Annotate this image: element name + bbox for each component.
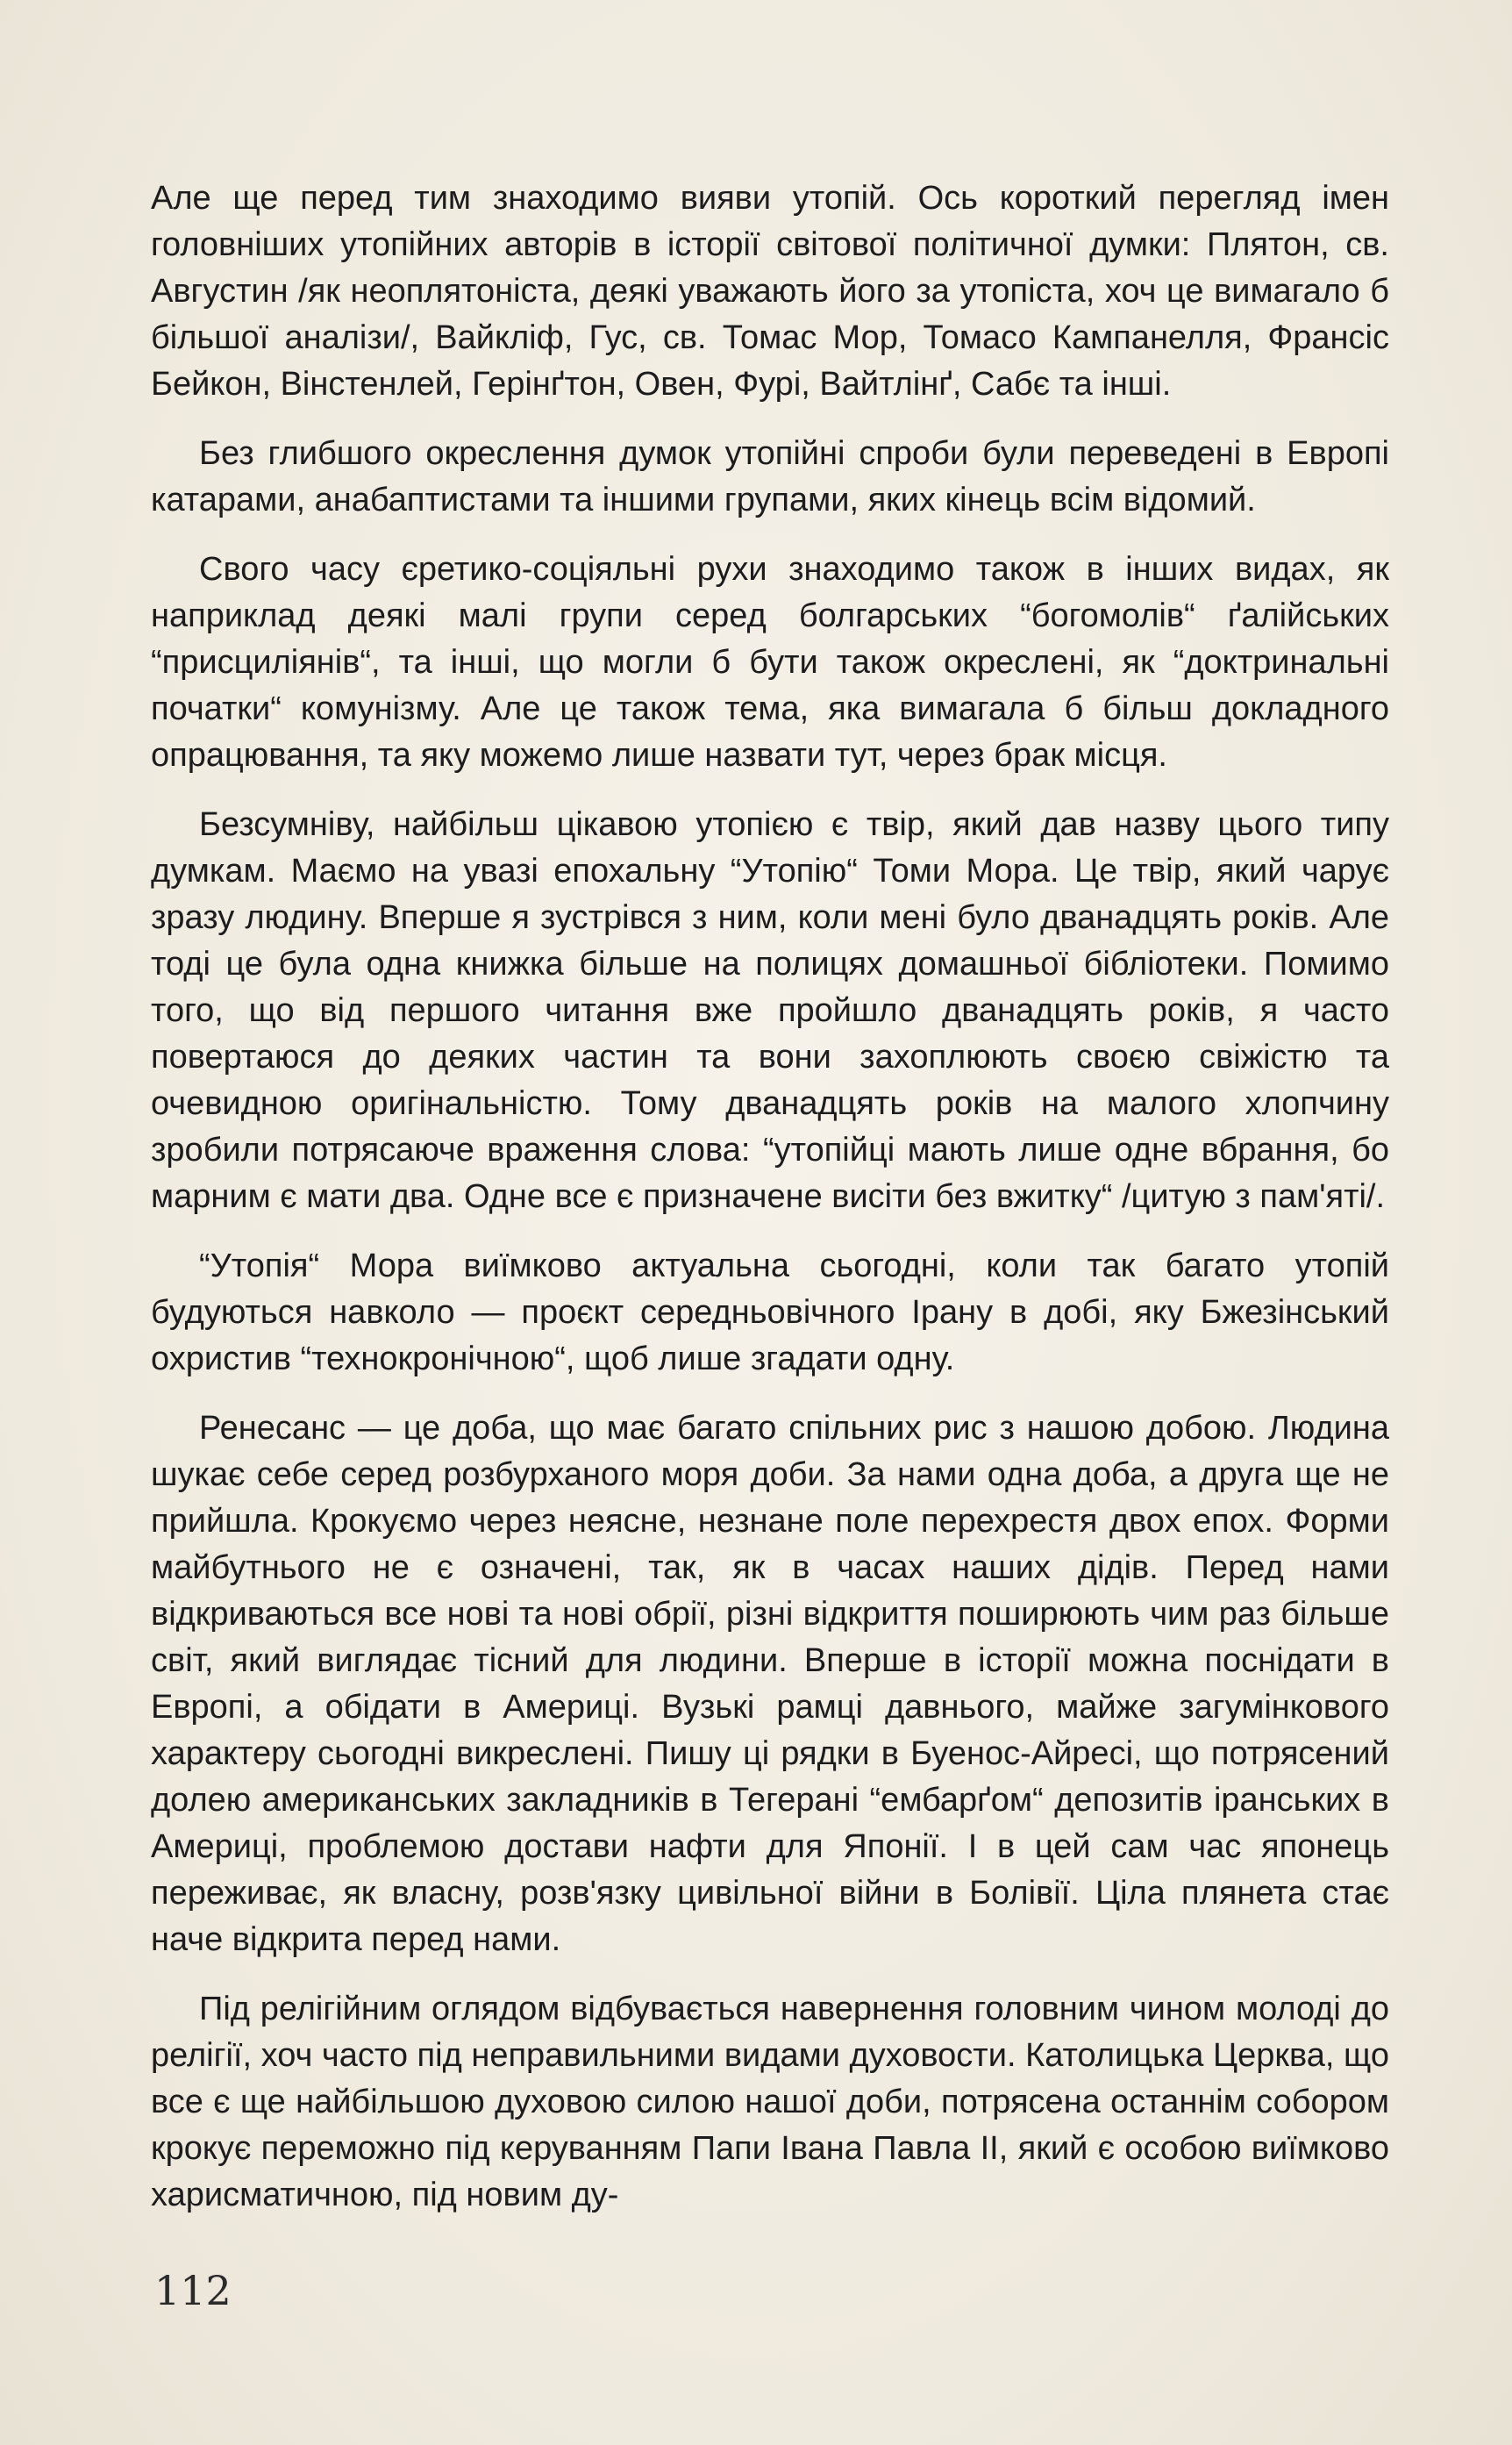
paragraph-renaissance: Ренесанс — це доба, що має багато спільних рис з нашою добою. Людина шукає себе серед розбурханого моря доби. За нами одна доба, а друга ще не прийшла. Крокуємо через неясне, незнане поле перехрестя двох епох. Форми майбутнього не є означені, так, як в часах наших дідів. Перед нами відкриваються все нові та нові обрії, різні відкриття поширюють чим раз більше світ, який виглядає тісний для людини. Вперше в історії можна поснідати в Европі, а обідати в Америці. Вузькі рамці давнього, майже загумінкового характеру сьогодні викреслені. Пишу ці рядки в Буенос-Айресі, що потрясений долею американських закладників в Тегерані “ембарґом“ депозитів іранських в Америці, проблемою достави нафти для Японії. І в цей сам час японець переживає, як власну, розв'язку цивільної війни в Болівії. Ціла плянета стає наче відкрита перед нами. [151,1410,1389,1958]
paragraph-european-attempts: Без глибшого окреслення думок утопійні спроби були переведені в Европі катарами, анабаптистами та іншими групами, яких кінець всім відомий. [151,435,1389,518]
paragraph-religious-view: Під релігійним оглядом відбувається навернення головним чином молоді до релігії, хоч часто під неправильними видами духовости. Католицька Церква, що все є ще найбільшою духовою силою нашої доби, потрясена останнім собором крокує переможно під керуванням Папи Івана Павла II, який є особою виїмково харисматичною, під новим ду- [151,1991,1389,2213]
page-body [151,175,1389,2241]
page-number: 112 [154,2267,232,2314]
paragraph-utopias-list: Але ще перед тим знаходимо вияви утопій. Ось короткий перегляд імен головніших утопійних авторів в історії світової політичної думки: Плятон, св. Августин /як неоплятоніста, деякі уважають його за утопіста, хоч це вимагало б більшої аналізи/, Вайкліф, Гус, св. Томас Мор, Томасо Кампанелля, Франсіс Бейкон, Вінстенлей, Герінґтон, Овен, Фурі, Вайтлінґ, Сабє та інші. [151,180,1389,403]
paragraph-heretical-movements: Свого часу єретико-соціяльні рухи знаходимо також в інших видах, як наприклад деякі малі групи серед болгарських “богомолів“ ґалійських “присциліянів“, та інші, що могли б бути також окреслені, як “доктринальні початки“ комунізму. Але це також тема, яка вимагала б більш докладного опрацювання, та яку можемо лише назвати тут, через брак місця. [151,551,1389,774]
paragraph-utopia-today: “Утопія“ Мора виїмково актуальна сьогодні, коли так багато утопій будуються навколо — проєкт середньовічного Ірану в добі, яку Бжезінський охристив “технокронічною“, щоб лише згадати одну. [151,1248,1389,1377]
paragraph-more-utopia: Безсумніву, найбільш цікавою утопією є твір, який дав назву цього типу думкам. Маємо на увазі епохальну “Утопію“ Томи Мора. Це твір, який чарує зразу людину. Вперше я зустрівся з ним, коли мені було дванадцять років. Але тоді це була одна книжка більше на полицях домашньої бібліотеки. Помимо того, що від першого читання вже пройшло дванадцять років, я часто повертаюся до деяких частин та вони захоплюють своєю свіжістю та очевидною оригінальністю. Тому дванадцять років на малого хлопчину зробили потрясаюче враження слова: “утопійці мають лише одне вбрання, бо марним є мати два. Одне все є призначене висіти без вжитку“ /цитую з пам'яті/. [151,806,1389,1215]
